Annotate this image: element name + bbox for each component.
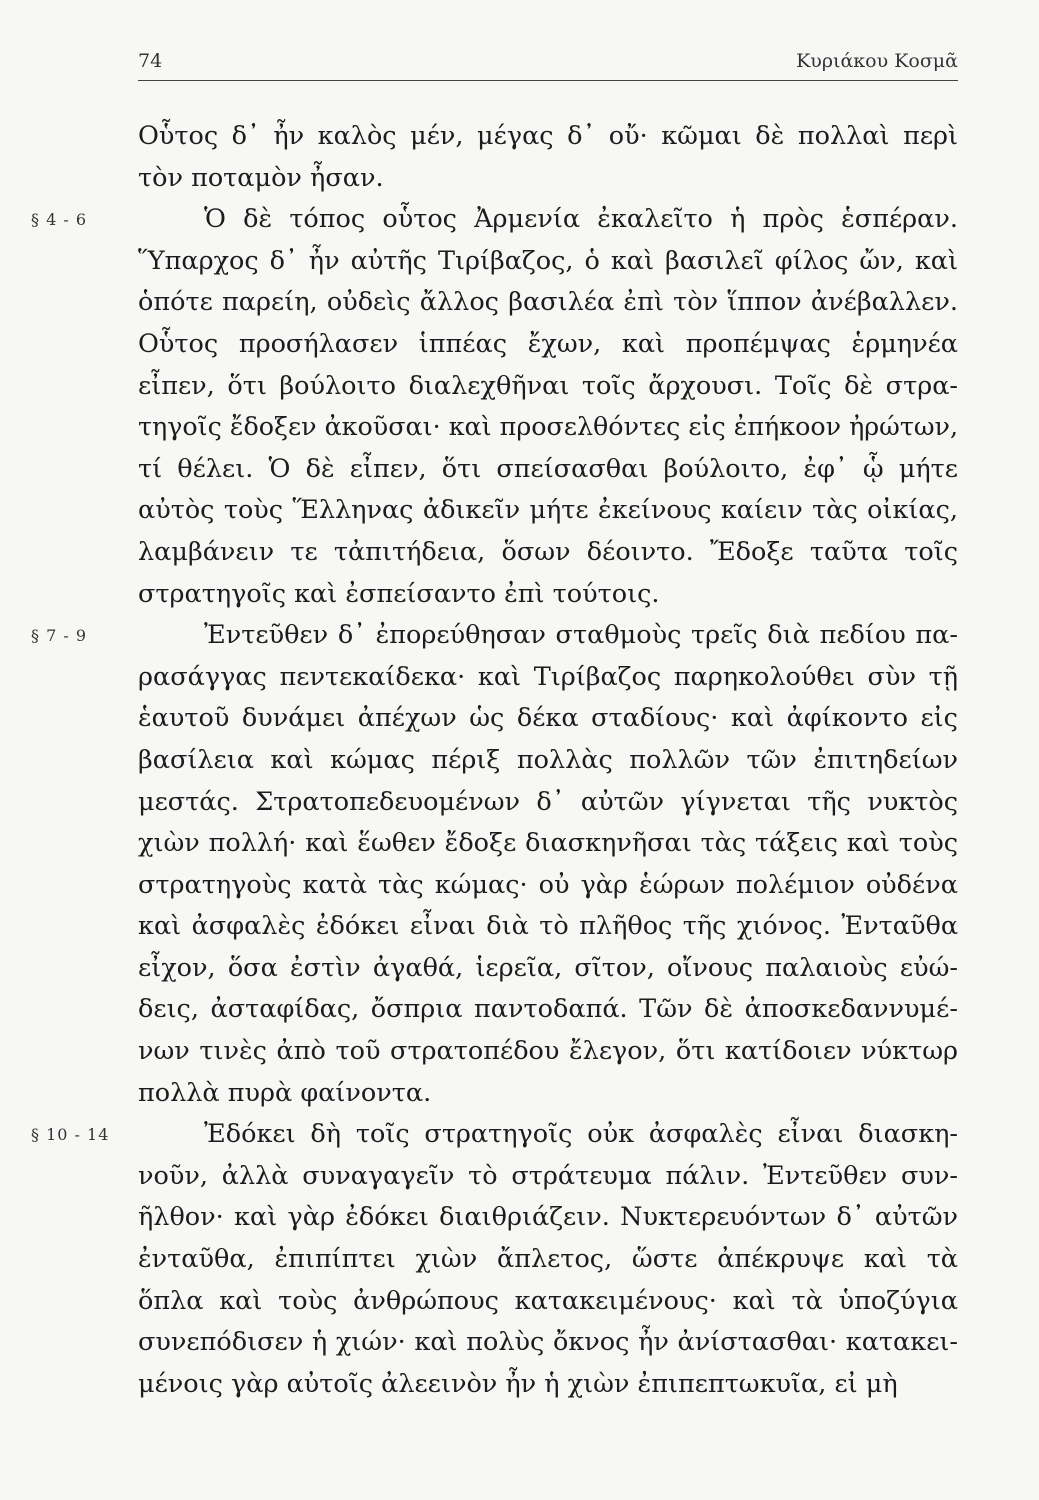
- text-line: [138, 1239, 968, 1281]
- header-rule: [138, 80, 958, 81]
- text-line: [138, 282, 968, 324]
- line-text: πολλὰ πυρὰ φαίνοντα.: [138, 1077, 432, 1108]
- section-reference: § 10 - 14: [31, 1125, 110, 1145]
- running-head: Κυριάκου Κοσμᾶ: [796, 50, 958, 72]
- line-text: νοῦν, ἀλλὰ συναγαγεῖν τὸ στράτευμα πάλιν. Ἐντεῦθεν συν-: [138, 1160, 958, 1191]
- line-text: ρασάγγας πεντεκαίδεκα· καὶ Τιρίβαζος παρηκολούθει σὺν τῇ: [138, 661, 959, 692]
- line-text: εἶπεν, ὅτι βούλοιτο διαλεχθῆναι τοῖς ἄρχουσι. Τοῖς δὲ στρα-: [138, 370, 959, 401]
- line-text: στρατηγοῖς καὶ ἐσπείσαντο ἐπὶ τούτοις.: [138, 578, 660, 609]
- line-text: στρατηγοὺς κατὰ τὰς κώμας· οὐ γὰρ ἑώρων πολέμιον οὐδένα: [138, 869, 958, 900]
- page-number: 74: [138, 50, 163, 72]
- line-text: ἐνταῦθα, ἐπιπίπτει χιὼν ἄπλετος, ὥστε ἀπέκρυψε καὶ τὰ: [138, 1244, 959, 1275]
- text-line: [138, 1281, 968, 1323]
- text-line: [138, 324, 968, 366]
- line-text: Ἐντεῦθεν δ᾽ ἐπορεύθησαν σταθμοὺς τρεῖς διὰ πεδίου πα-: [204, 620, 959, 651]
- line-text: Ἐδόκει δὴ τοῖς στρατηγοῖς οὐκ ἀσφαλὲς εἶναι διασκη-: [204, 1119, 959, 1150]
- text-line: [138, 532, 968, 574]
- text-line: [138, 948, 968, 990]
- text-line: [138, 158, 968, 200]
- text-line: [138, 657, 968, 699]
- line-text: δεις, ἀσταφίδας, ὄσπρια παντοδαπά. Τῶν δὲ ἀποσκεδαννυμέ-: [138, 994, 958, 1025]
- text-line: [138, 241, 968, 283]
- text-line: [31, 615, 968, 657]
- text-line: [138, 366, 968, 408]
- line-text: Οὗτος προσήλασεν ἱππέας ἔχων, καὶ προπέμψας ἑρμηνέα: [138, 328, 959, 359]
- text-line: [138, 1156, 968, 1198]
- line-text: βασίλεια καὶ κώμας πέριξ πολλὰς πολλῶν τῶν ἐπιτηδείων: [138, 744, 959, 775]
- page-header: [138, 50, 958, 84]
- line-text: τί θέλει. Ὁ δὲ εἶπεν, ὅτι σπείσασθαι βούλοιτο, ἐφ᾽ ᾧ μήτε: [138, 453, 958, 484]
- line-text: ῆλθον· καὶ γὰρ ἐδόκει διαιθριάζειν. Νυκτερευόντων δ᾽ αὐτῶν: [138, 1202, 958, 1233]
- line-text: τηγοῖς ἔδοξεν ἀκοῦσαι· καὶ προσελθόντες εἰς ἐπήκοον ἠρώτων,: [138, 412, 959, 443]
- line-text: λαμβάνειν τε τἀπιτήδεια, ὅσων δέοιντο. Ἔδοξε ταῦτα τοῖς: [138, 536, 958, 567]
- text-line: [138, 1364, 968, 1406]
- line-text: νων τινὲς ἀπὸ τοῦ στρατοπέδου ἔλεγον, ὅτι κατίδοιεν νύκτωρ: [138, 1036, 959, 1067]
- line-text: εἶχον, ὅσα ἐστὶν ἀγαθά, ἱερεῖα, σῖτον, οἴνους παλαιοὺς εὐώ-: [138, 952, 959, 983]
- line-text: Ὕπαρχος δ᾽ ἦν αὐτῆς Τιρίβαζος, ὁ καὶ βασιλεῖ φίλος ὤν, καὶ: [138, 245, 958, 276]
- text-line: [138, 1197, 968, 1239]
- text-line: [138, 740, 968, 782]
- line-text: καὶ ἀσφαλὲς ἐδόκει εἶναι διὰ τὸ πλῆθος τῆς χιόνος. Ἐνταῦθα: [138, 911, 959, 942]
- line-text: ἑαυτοῦ δυνάμει ἀπέχων ὡς δέκα σταδίους· καὶ ἀφίκοντο εἰς: [138, 703, 958, 734]
- text-line: [138, 906, 968, 948]
- line-text: Ὁ δὲ τόπος οὗτος Ἀρμενία ἐκαλεῖτο ἡ πρὸς ἑσπέραν.: [204, 204, 959, 235]
- line-text: μεστάς. Στρατοπεδευομένων δ᾽ αὐτῶν γίγνεται τῆς νυκτὸς: [138, 786, 959, 817]
- greek-text-body: [31, 116, 968, 1405]
- text-line: [138, 989, 968, 1031]
- text-line: [138, 116, 968, 158]
- text-line: [138, 1031, 968, 1073]
- line-text: αὐτὸς τοὺς Ἕλληνας ἀδικεῖν μήτε ἐκείνους καίειν τὰς οἰκίας,: [138, 495, 959, 526]
- line-text: συνεπόδισεν ἡ χιών· καὶ πολὺς ὄκνος ἦν ἀνίστασθαι· κατακει-: [138, 1327, 959, 1358]
- text-line: [138, 490, 968, 532]
- text-line: [31, 199, 968, 241]
- line-text: ὅπλα καὶ τοὺς ἀνθρώπους κατακειμένους· καὶ τὰ ὑποζύγια: [138, 1285, 958, 1316]
- text-line: [138, 865, 968, 907]
- line-text: μένοις γὰρ αὐτοῖς ἀλεεινὸν ἦν ἡ χιὼν ἐπιπεπτωκυῖα, εἰ μὴ: [138, 1368, 898, 1399]
- text-line: [138, 574, 968, 616]
- text-line: [138, 823, 968, 865]
- section-reference: § 7 - 9: [31, 626, 88, 646]
- text-line: [31, 1114, 968, 1156]
- text-line: [138, 698, 968, 740]
- text-line: [138, 1073, 968, 1115]
- line-text: Οὗτος δ᾽ ἦν καλὸς μέν, μέγας δ᾽ οὔ· κῶμαι δὲ πολλαὶ περὶ: [138, 121, 959, 151]
- text-line: [138, 449, 968, 491]
- line-text: ὁπότε παρείη, οὐδεὶς ἄλλος βασιλέα ἐπὶ τὸν ἵππον ἀνέβαλλεν.: [138, 287, 958, 318]
- text-line: [138, 782, 968, 824]
- line-text: τὸν ποταμὸν ἦσαν.: [138, 162, 384, 193]
- text-line: [138, 407, 968, 449]
- section-reference: § 4 - 6: [31, 210, 88, 230]
- text-line: [138, 1322, 968, 1364]
- line-text: χιὼν πολλή· καὶ ἕωθεν ἔδοξε διασκηνῆσαι τὰς τάξεις καὶ τοὺς: [138, 828, 958, 859]
